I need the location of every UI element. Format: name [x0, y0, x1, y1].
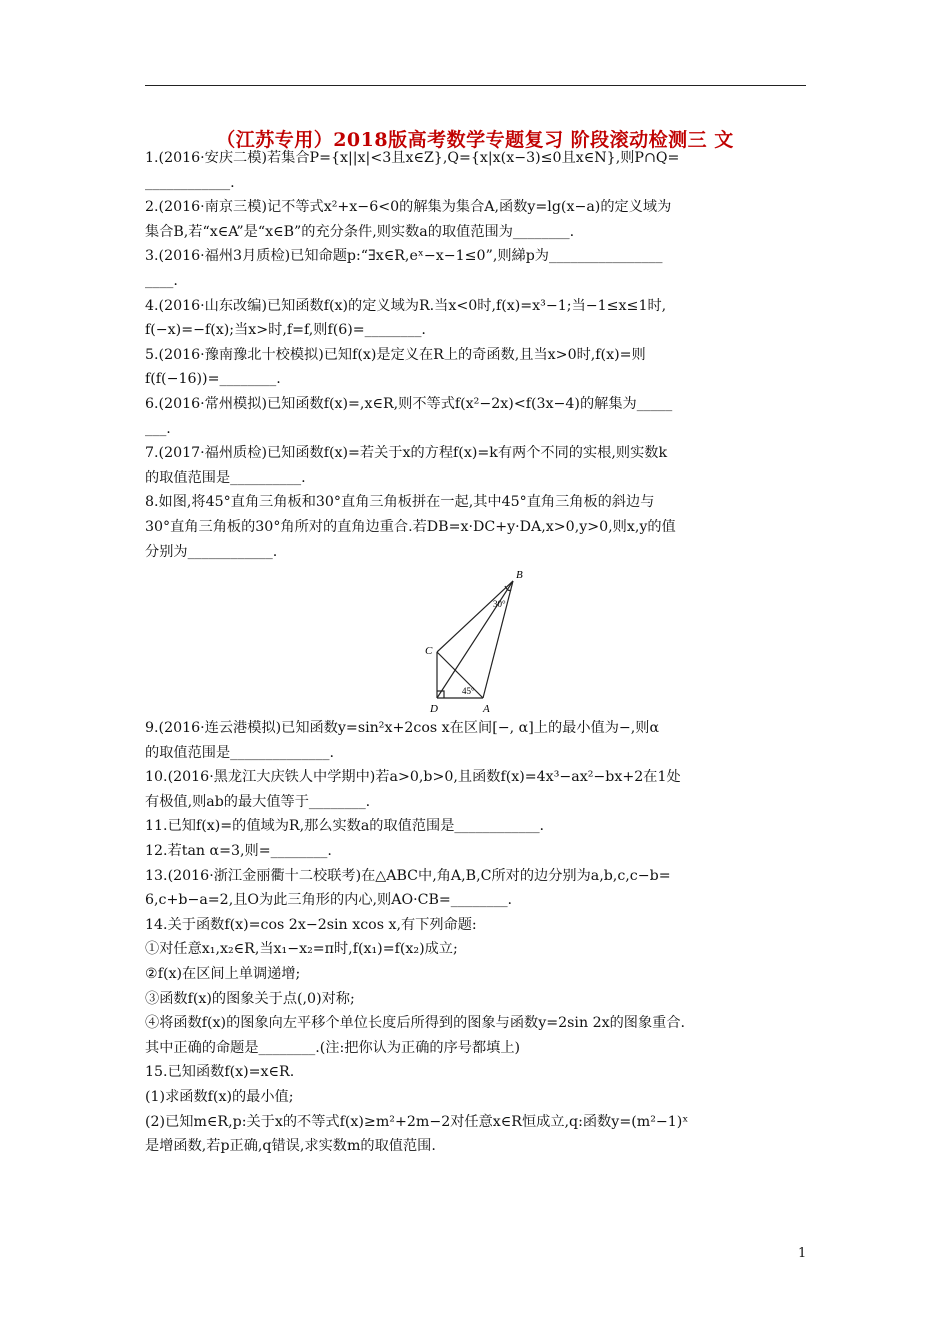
text-line: ___. [145, 420, 171, 437]
text-line: 1.(2016·安庆二模)若集合P={x||x|<3且x∈Z},Q={x|x(x−3)≤0且x∈N},则P∩Q= [145, 150, 680, 166]
text-line: 5.(2016·豫南豫北十校模拟)已知f(x)是定义在R上的奇函数,且当x>0时,f(x)=则 [145, 346, 646, 363]
text-line: 9.(2016·连云港模拟)已知函数y=sin²x+2cos x在区间[−, α]上的最小值为−,则α [145, 720, 660, 737]
label-C: C [425, 645, 433, 658]
text-line: 6,c+b−a=2,且O为此三角形的内心,则AO·CB=________. [145, 892, 513, 909]
angle-30-label: 30° [493, 599, 506, 610]
page-number: 1 [798, 1246, 807, 1261]
header-rule [145, 85, 806, 86]
text-line: f(f(−16))=________. [145, 371, 281, 388]
text-line: 4.(2016·山东改编)已知函数f(x)的定义域为R.当x<0时,f(x)=x³−1;当−1≤x≤1时, [145, 297, 667, 314]
text-line: 有极值,则ab的最大值等于________. [145, 793, 371, 810]
text-line: f(−x)=−f(x);当x>时,f=f,则f(6)=________. [145, 322, 426, 339]
text-line: 12.若tan α=3,则=________. [145, 843, 332, 860]
text-line: 7.(2017·福州质检)已知函数f(x)=若关于x的方程f(x)=k有两个不同的实根,则实数k [145, 445, 668, 462]
label-B: B [516, 569, 523, 582]
text-line: ____. [145, 272, 178, 289]
triangle-diagram [425, 566, 555, 714]
angle-45-label: 45° [462, 686, 475, 697]
text-line: 14.关于函数f(x)=cos 2x−2sin xcos x,有下列命题: [145, 916, 477, 933]
text-line: ③函数f(x)的图象关于点(,0)对称; [145, 990, 355, 1007]
text-line: 是增函数,若p正确,q错误,求实数m的取值范围. [145, 1138, 436, 1155]
text-line: 10.(2016·黑龙江大庆铁人中学期中)若a>0,b>0,且函数f(x)=4x³−ax²−bx+2在1处 [145, 769, 681, 786]
text-line: (2)已知m∈R,p:关于x的不等式f(x)≥m²+2m−2对任意x∈R恒成立,q:函数y=(m²−1)ˣ [145, 1113, 689, 1130]
edge-CB [437, 581, 513, 652]
text-line: 集合B,若“x∈A”是“x∈B”的充分条件,则实数a的取值范围为________. [145, 223, 575, 240]
text-line: ____________. [145, 174, 235, 191]
text-line: 的取值范围是______________. [145, 744, 334, 761]
text-line: 11.已知f(x)=的值域为R,那么实数a的取值范围是____________. [145, 818, 545, 835]
text-line: 3.(2016·福州3月质检)已知命题p:“∃x∈R,eˣ−x−1≤0”,则綈p为________________ [145, 248, 663, 265]
text-line: 其中正确的命题是________.(注:把你认为正确的序号都填上) [145, 1039, 521, 1056]
text-line: 13.(2016·浙江金丽衢十二校联考)在△ABC中,角A,B,C所对的边分别为a,b,c,c−b= [145, 867, 671, 884]
text-line: ④将函数f(x)的图象向左平移个单位长度后所得到的图象与函数y=2sin 2x的图象重合. [145, 1015, 686, 1032]
text-line: 的取值范围是__________. [145, 469, 306, 486]
text-line: 15.已知函数f(x)=x∈R. [145, 1064, 295, 1081]
text-line: 8.如图,将45°直角三角板和30°直角三角板拼在一起,其中45°直角三角板的斜边与 [145, 494, 655, 511]
document-title: （江苏专用）2018版高考数学专题复习 阶段滚动检测三 文 [216, 129, 734, 151]
text-line: 2.(2016·南京三模)记不等式x²+x−6<0的解集为集合A,函数y=lg(x−a)的定义域为 [145, 199, 672, 216]
document-body [145, 146, 810, 1159]
label-A: A [483, 703, 490, 715]
text-line: 分别为____________. [145, 543, 278, 560]
text-line: 6.(2016·常州模拟)已知函数f(x)=,x∈R,则不等式f(x²−2x)<f(3x−4)的解集为_____ [145, 395, 673, 412]
text-line: (1)求函数f(x)的最小值; [145, 1089, 294, 1105]
label-D: D [430, 703, 438, 715]
triangle-figure [145, 564, 810, 716]
text-line: ②f(x)在区间上单调递增; [145, 966, 301, 983]
text-line: ①对任意x₁,x₂∈R,当x₁−x₂=π时,f(x₁)=f(x₂)成立; [145, 941, 458, 958]
text-line: 30°直角三角板的30°角所对的直角边重合.若DB=x·DC+y·DA,x>0,y>0,则x,y的值 [145, 518, 676, 535]
